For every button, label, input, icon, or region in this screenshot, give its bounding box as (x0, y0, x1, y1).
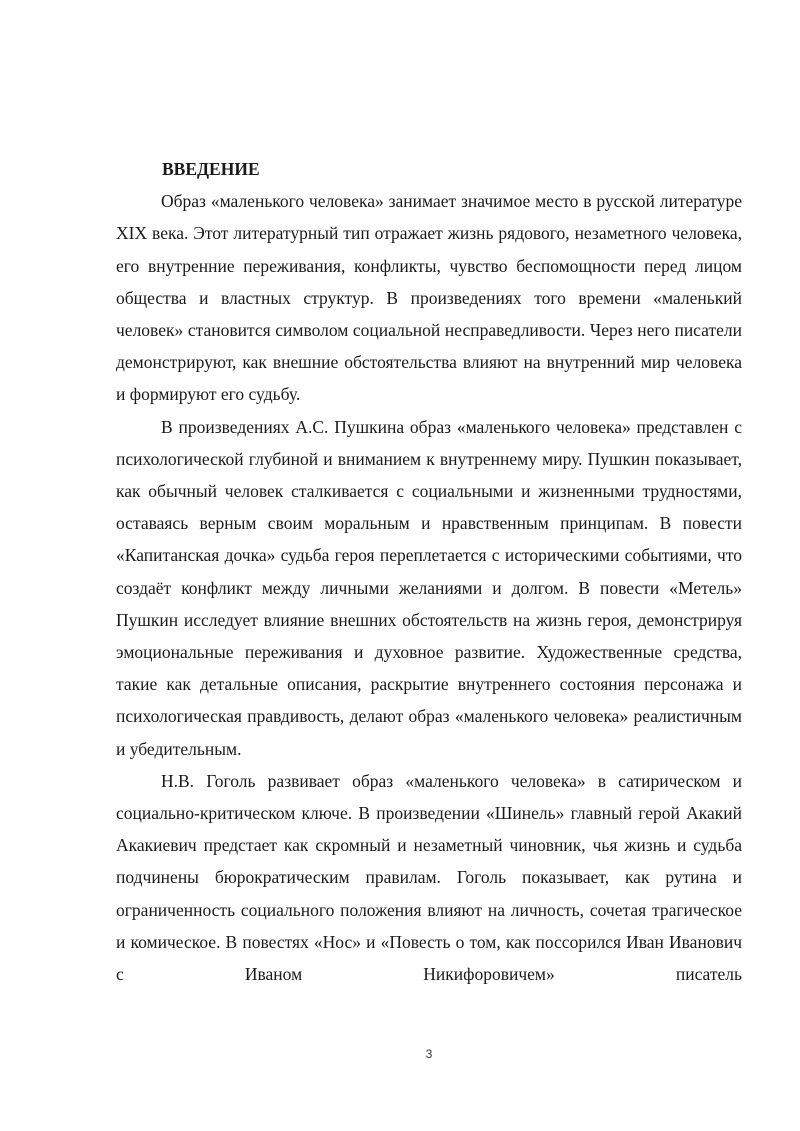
section-heading: ВВЕДЕНИЕ (162, 159, 260, 179)
paragraph-gogol: Н.В. Гоголь развивает образ «маленького человека» в сатирическом и социально-критическом ключе. В произведении «Шинель» главный герой Акакий Акакиевич предстает как скромный и незаметный чиновник, чья жизнь и судьба подчинены бюрократическим правилам. Гоголь показывает, как рутина и ограниченность социального положения влияют на личность, сочетая трагическое и комическое. В повестях «Нос» и «Повесть о том, как поссорился Иван Иванович с Иваном Никифоровичем» писатель (116, 770, 742, 985)
paragraph-intro: Образ «маленького человека» занимает значимое место в русской литературе XIX века. Этот литературный тип отражает жизнь рядового, незаметного человека, его внутренние переживания, конфликты, чувство беспомощности перед лицом общества и властных структур. В произведениях того времени «маленький человек» становится символом социальной несправедливости. Через него писатели демонстрируют, как внешние обстоятельства влияют на внутренний мир человека и формируют его судьбу. (116, 191, 742, 405)
page-number: 3 (425, 1047, 433, 1061)
page-content (116, 153, 742, 990)
paragraph-pushkin: В произведениях А.С. Пушкина образ «маленького человека» представлен с психологической глубиной и вниманием к внутреннему миру. Пушкин показывает, как обычный человек сталкивается с социальными и жизненными трудностями, оставаясь верным своим моральным и нравственным принципам. В повести «Капитанская дочка» судьба героя переплетается с историческими событиями, что создаёт конфликт между личными желаниями и долгом. В повести «Метель» Пушкин исследует влияние внешних обстоятельств на жизнь героя, демонстрируя эмоциональные переживания и духовное развитие. Художественные средства, такие как детальные описания, раскрытие внутреннего состояния персонажа и психологическая правдивость, делают образ «маленького человека» реалистичным и убедительным. (116, 416, 742, 759)
